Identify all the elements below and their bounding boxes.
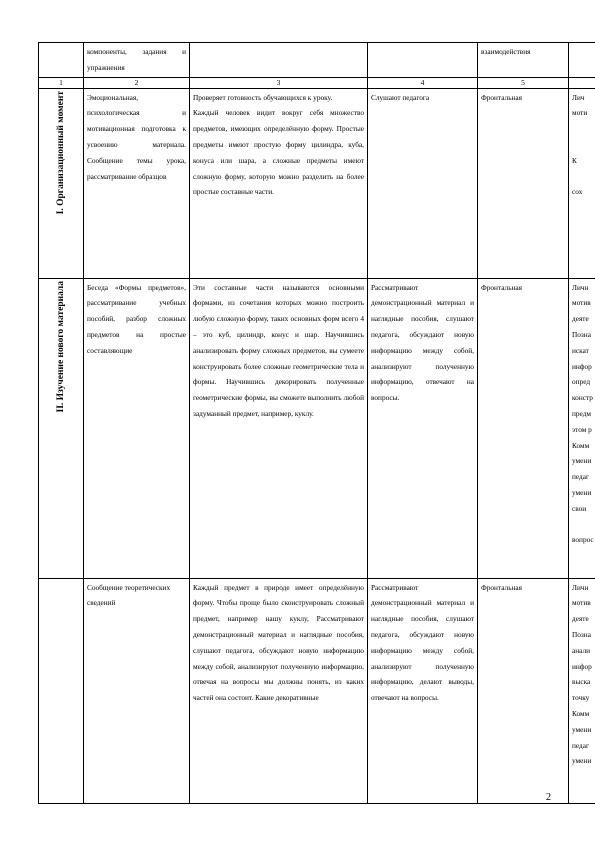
stage-cell bbox=[39, 88, 84, 278]
uud-line: опред bbox=[572, 377, 591, 387]
top-cell-2: компоненты, задания и упражнения bbox=[84, 43, 190, 78]
table-row-stage-1 bbox=[39, 88, 595, 278]
uud-line: педаг bbox=[572, 740, 589, 750]
lesson-plan-table bbox=[38, 42, 595, 804]
uud-line: Личн bbox=[572, 582, 589, 592]
stage-cell bbox=[39, 278, 84, 578]
stage-title: I. Организационный момент bbox=[56, 90, 66, 214]
form-cell: Фронтальная bbox=[478, 278, 569, 578]
content-cell: Беседа «Формы предметов», рассматривание учебных пособий, разбор сложных предметов на простые составляющие bbox=[84, 278, 190, 578]
uud-line: умени bbox=[572, 756, 592, 766]
uud-line: констр bbox=[572, 393, 593, 403]
uud-line: Лич bbox=[572, 92, 585, 102]
uud-line: инфор bbox=[572, 661, 592, 671]
column-numbers-row bbox=[39, 77, 595, 88]
uud-line: педаг bbox=[572, 472, 589, 482]
uud-line: умени bbox=[572, 456, 592, 466]
teacher-activity-cell bbox=[190, 88, 368, 278]
uud-line: мотив bbox=[572, 298, 591, 308]
uud-line: этом р bbox=[572, 424, 592, 434]
teacher-activity-cell bbox=[190, 578, 368, 803]
top-cell-6 bbox=[569, 43, 595, 78]
top-cell-3 bbox=[190, 43, 368, 78]
stage-title: II. Изучение нового материала bbox=[56, 280, 66, 413]
table-row-stage-3 bbox=[39, 578, 595, 803]
teacher-activity-cell bbox=[190, 278, 368, 578]
uud-line: Позна bbox=[572, 629, 591, 639]
uud-line: моти bbox=[572, 108, 588, 118]
column-number bbox=[569, 77, 595, 88]
top-cell-5: взаимодействия bbox=[478, 43, 569, 78]
content-cell: Сообщение теоретических сведений bbox=[84, 578, 190, 803]
uud-cell bbox=[569, 278, 595, 578]
teacher-paragraph: Проверяет готовность обучающихся к уроку. bbox=[193, 92, 333, 102]
column-number: 3 bbox=[190, 77, 368, 88]
page-number: 2 bbox=[546, 792, 551, 803]
uud-line: искат bbox=[572, 345, 589, 355]
teacher-paragraph: Каждый предмет в природе имеет определённую форму. Чтобы проще было сконструировать сложный предмет, например нашу куклу, Рассматривают демонстрационный материал и наглядные пособия, слушают педагога, обсуждают новую информацию между собой, анализируют полученную информацию, отвечая на вопросы мы должны понять, из каких частей она состоит. Какие декоративные bbox=[193, 582, 364, 703]
stage-cell bbox=[39, 578, 84, 803]
column-number: 5 bbox=[478, 77, 569, 88]
column-number: 4 bbox=[368, 77, 478, 88]
teacher-paragraph: Эти составные части называются основными формами, из сочетания которых можно построить любую сложную форму, таких основных форм всего 4 – это куб, цилиндр, конус и шар. Научившись анализировать форму сложных предметов, вы сумеете конструировать более сложные геометрические тела и формы. Научившись декорировать полученные геометрические формы, вы сможете выполнить любой задуманный предмет, например, куклу. bbox=[193, 282, 364, 418]
students-activity-cell: Рассматривают демонстрационный материал и наглядные пособия, слушают педагога, обсуждают новую информацию между собой, анализируют полученную информацию, делают выводы, отвечают на вопросы. bbox=[368, 578, 478, 803]
uud-line: К bbox=[572, 155, 577, 165]
uud-line: деяте bbox=[572, 614, 589, 624]
teacher-paragraph: Каждый человек видит вокруг себя множество предметов, имеющих определённую форму. Простые предметы имеют простую форму цилиндра, куба, конуса или шара, а сложные предметы имеют сложную форму, которую можно разделить на более простые составные части. bbox=[193, 108, 364, 197]
uud-line: свои bbox=[572, 503, 587, 513]
uud-line: Позна bbox=[572, 329, 591, 339]
content-cell: Эмоциональная, психологическая и мотивационная подготовка к усвоению материала. Сообщение темы урока, рассматривание образцов bbox=[84, 88, 190, 278]
students-activity-cell: Слушают педагога bbox=[368, 88, 478, 278]
uud-line: мотив bbox=[572, 598, 591, 608]
uud-line: анали bbox=[572, 645, 590, 655]
uud-line: точку bbox=[572, 693, 590, 703]
students-activity-cell: Рассматривают демонстрационный материал и наглядные пособия, слушают педагога, обсуждают новую информацию между собой, анализируют полученную информацию, отвечают на вопросы. bbox=[368, 278, 478, 578]
uud-line bbox=[572, 121, 595, 137]
uud-line: умени bbox=[572, 487, 592, 497]
table-row-top bbox=[39, 43, 595, 78]
uud-cell bbox=[569, 578, 595, 803]
uud-line bbox=[572, 169, 595, 185]
uud-line: умени bbox=[572, 724, 592, 734]
uud-line bbox=[572, 137, 595, 153]
uud-line: деяте bbox=[572, 314, 589, 324]
table-row-stage-2 bbox=[39, 278, 595, 578]
uud-line: сох bbox=[572, 187, 583, 197]
uud-line: предм bbox=[572, 408, 592, 418]
uud-line: Комм bbox=[572, 708, 590, 718]
uud-line: Личн bbox=[572, 282, 589, 292]
uud-line: Комм bbox=[572, 440, 590, 450]
top-cell-4 bbox=[368, 43, 478, 78]
form-cell: Фронтальная bbox=[478, 88, 569, 278]
column-number: 2 bbox=[84, 77, 190, 88]
uud-line: вопрос bbox=[572, 535, 594, 545]
uud-line bbox=[572, 517, 595, 533]
uud-cell bbox=[569, 88, 595, 278]
column-number: 1 bbox=[39, 77, 84, 88]
uud-line: инфор bbox=[572, 361, 592, 371]
uud-line: выска bbox=[572, 677, 591, 687]
form-cell: Фронтальная bbox=[478, 578, 569, 803]
top-cell-1 bbox=[39, 43, 84, 78]
